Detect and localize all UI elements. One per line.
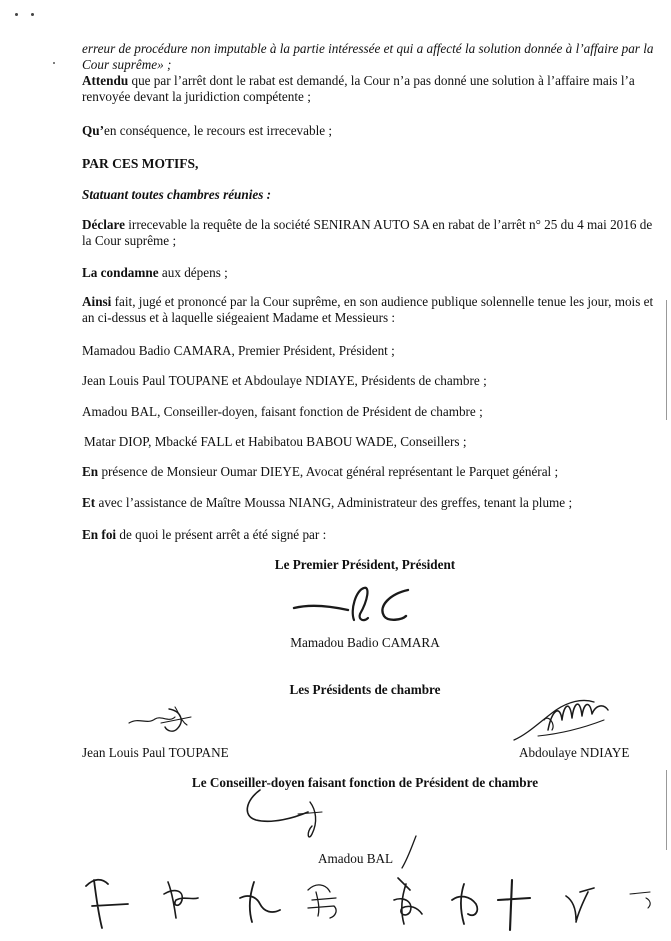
paragraph-attendu bbox=[82, 73, 662, 105]
scan-edge-line bbox=[666, 300, 667, 420]
premier-president-signature bbox=[290, 580, 420, 630]
lead-word: En bbox=[82, 464, 99, 479]
paragraph-condamne bbox=[82, 265, 662, 281]
paragraph-president: Mamadou Badio CAMARA, Premier Président, Président ; bbox=[82, 343, 395, 358]
paragraph-declare bbox=[82, 217, 662, 249]
lead-word: En foi bbox=[82, 527, 117, 542]
paragraph-text: fait, jugé et prononcé par la Cour suprême, en son audience publique solennelle tenue les jour, mois et an ci-dessus et à laquelle siégeaient Madame et Messieurs : bbox=[82, 294, 654, 325]
paragraph-presidents-chambre: Jean Louis Paul TOUPANE et Abdoulaye NDIAYE, Présidents de chambre ; bbox=[82, 373, 487, 388]
bal-name: Amadou BAL bbox=[318, 851, 394, 866]
ndiaye-signature bbox=[508, 690, 623, 750]
paragraph-text: avec l’assistance de Maître Moussa NIANG, Administrateur des greffes, tenant la plume ; bbox=[95, 495, 573, 510]
presidents-chambre-title: Les Présidents de chambre bbox=[289, 682, 441, 697]
paragraph-text: irrecevable la requête de la société SENIRAN AUTO SA en rabat de l’arrêt n° 25 du 4 mai 2016 de la Cour suprême ; bbox=[82, 217, 653, 248]
paragraph-ainsi bbox=[82, 294, 662, 326]
paragraph-continuation: erreur de procédure non imputable à la partie intéressée et qui a affecté la solution donnée à l’affaire par la Cour suprême» ; bbox=[82, 41, 654, 72]
toupane-signature bbox=[125, 703, 205, 737]
scan-speck bbox=[15, 13, 18, 16]
lead-word: Et bbox=[82, 495, 96, 510]
paragraph-greffe bbox=[82, 495, 662, 511]
ndiaye-name: Abdoulaye NDIAYE bbox=[519, 745, 630, 760]
paragraph-text: aux dépens ; bbox=[158, 265, 228, 280]
premier-president-title: Le Premier Président, Président bbox=[274, 557, 456, 572]
paragraph-text: présence de Monsieur Oumar DIEYE, Avocat général représentant le Parquet général ; bbox=[98, 464, 559, 479]
paragraph-conseillers: Matar DIOP, Mbacké FALL et Habibatou BABOU WADE, Conseillers ; bbox=[84, 434, 467, 449]
paragraph-conseiller-doyen: Amadou BAL, Conseiller-doyen, faisant fonction de Président de chambre ; bbox=[82, 404, 483, 419]
paragraph-text: que par l’arrêt dont le rabat est demandé, la Cour n’a pas donné une solution à l’affaire mais l’a renvoyée devant la juridiction compétente ; bbox=[82, 73, 635, 104]
conseillers-initials bbox=[80, 870, 670, 940]
scan-speck bbox=[53, 62, 55, 64]
paragraph-text: en conséquence, le recours est irrecevable ; bbox=[103, 123, 333, 138]
heading-motifs: PAR CES MOTIFS, bbox=[82, 156, 199, 171]
paragraph-en-foi bbox=[82, 527, 662, 543]
paragraph-text: de quoi le présent arrêt a été signé par : bbox=[116, 527, 327, 542]
bal-paraph bbox=[396, 832, 420, 872]
lead-word: Attendu bbox=[82, 73, 129, 88]
lead-word: Déclare bbox=[82, 217, 125, 232]
scan-edge-line bbox=[666, 770, 667, 850]
paragraph-consequence bbox=[82, 123, 662, 139]
toupane-name: Jean Louis Paul TOUPANE bbox=[82, 745, 229, 760]
premier-president-name: Mamadou Badio CAMARA bbox=[290, 635, 440, 650]
heading-statuant: Statuant toutes chambres réunies : bbox=[82, 187, 272, 202]
lead-word: Qu’ bbox=[82, 123, 104, 138]
paragraph-parquet bbox=[82, 464, 662, 480]
conseiller-doyen-title: Le Conseiller-doyen faisant fonction de Président de chambre bbox=[191, 775, 539, 790]
scan-speck bbox=[31, 13, 34, 16]
bal-signature bbox=[238, 782, 328, 852]
lead-word: La condamne bbox=[82, 265, 159, 280]
lead-word: Ainsi bbox=[82, 294, 112, 309]
